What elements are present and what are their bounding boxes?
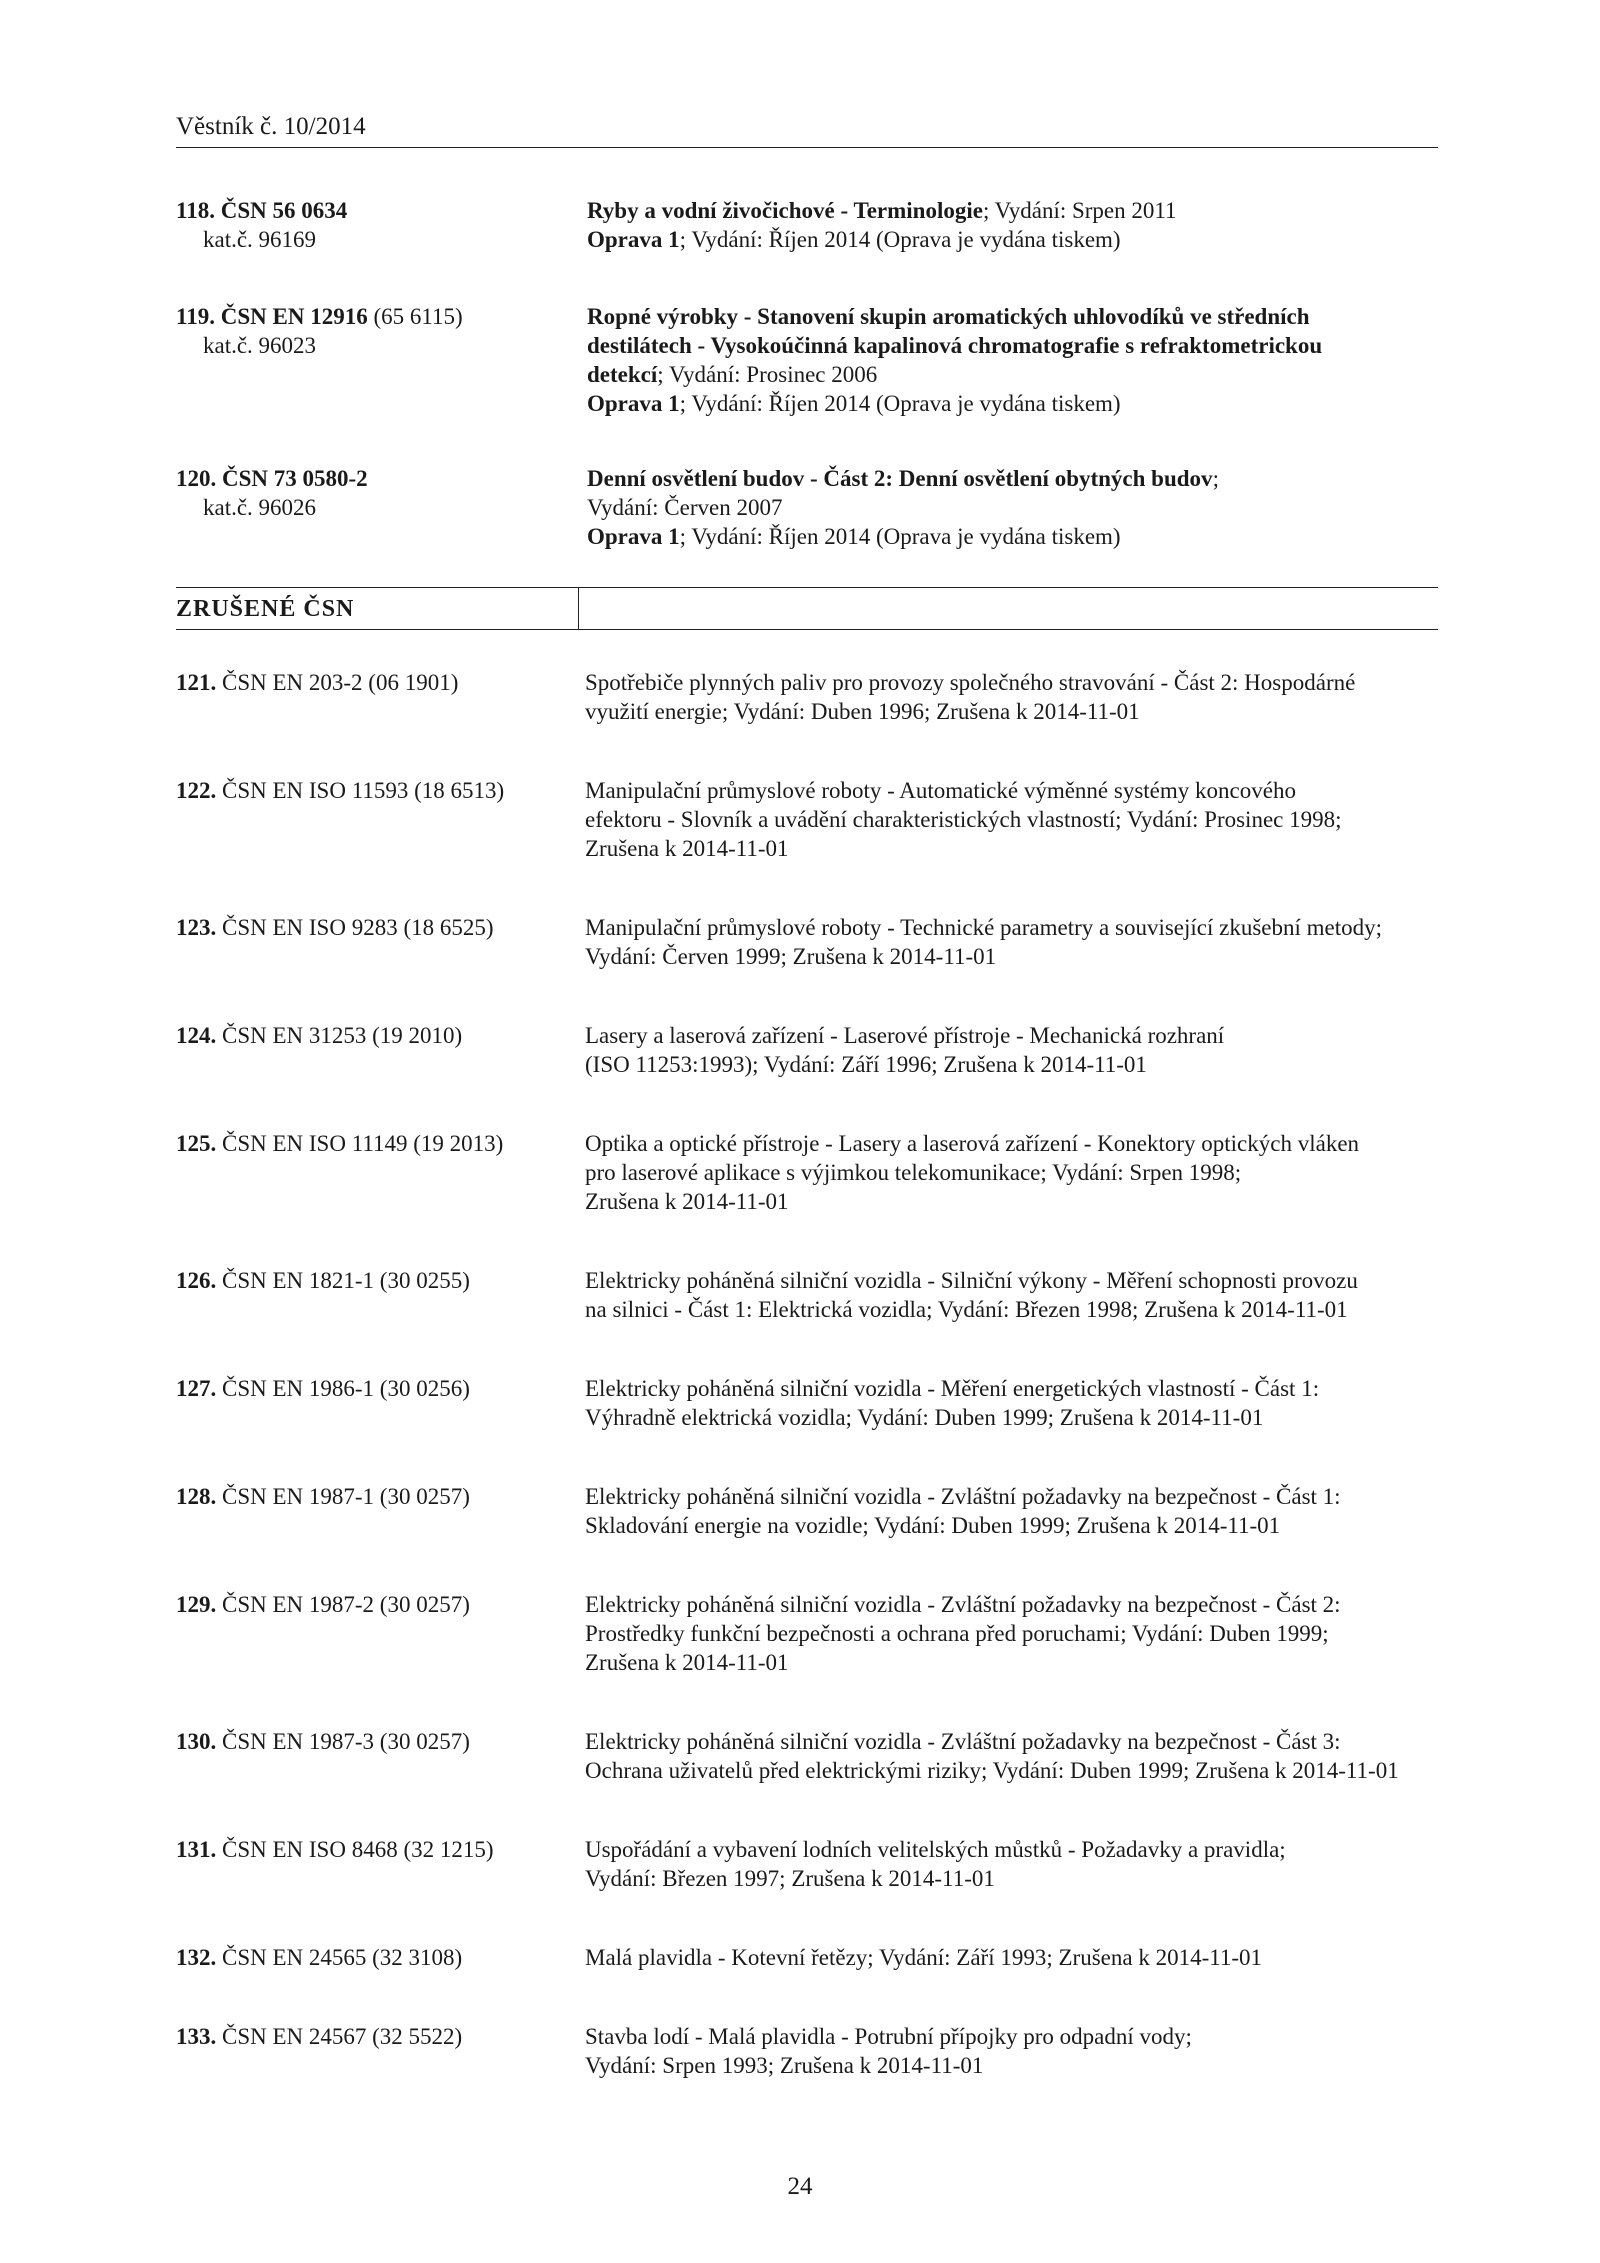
entry-number: 121. <box>176 670 217 695</box>
standard-code: ČSN 56 0634 <box>220 198 348 223</box>
description-line: Denní osvětlení budov - Část 2: Denní osvětlení obytných budov; <box>587 466 1219 491</box>
entry-number: 131. <box>176 1837 217 1862</box>
entry-description <box>585 1374 1445 1432</box>
description-line: Oprava 1; Vydání: Říjen 2014 (Oprava je vydána tiskem) <box>587 524 1121 549</box>
entry-number: 124. <box>176 1023 217 1048</box>
entry-number: 119. <box>176 304 215 329</box>
description-line: Elektricky poháněná silniční vozidla - Zvláštní požadavky na bezpečnost - Část 1: <box>585 1484 1341 1509</box>
entry-designation <box>176 1266 576 1295</box>
entry-description <box>585 776 1445 863</box>
standard-code: ČSN 73 0580-2 <box>222 466 368 491</box>
entry-designation <box>176 1943 576 1972</box>
entry-designation <box>176 1374 576 1403</box>
description-line: Ryby a vodní živočichové - Terminologie; Vydání: Srpen 2011 <box>587 198 1177 223</box>
section-title: ZRUŠENÉ ČSN <box>176 596 355 622</box>
description-line: Vydání: Červen 2007 <box>587 495 783 520</box>
standard-code: ČSN EN 1987-3 (30 0257) <box>216 1729 470 1754</box>
section-divider-bottom <box>176 629 1438 630</box>
entry-designation <box>176 196 576 254</box>
description-line: Výhradně elektrická vozidla; Vydání: Duben 1999; Zrušena k 2014-11-01 <box>585 1405 1264 1430</box>
page-number: 24 <box>787 2173 813 2200</box>
description-line: Zrušena k 2014-11-01 <box>585 836 789 861</box>
entry-designation <box>176 2022 576 2051</box>
description-line: Stavba lodí - Malá plavidla - Potrubní přípojky pro odpadní vody; <box>585 2024 1192 2049</box>
entry-description <box>585 668 1445 726</box>
entry-designation <box>176 776 576 805</box>
description-line: Prostředky funkční bezpečnosti a ochrana před poruchami; Vydání: Duben 1999; <box>585 1621 1329 1646</box>
description-line: Elektricky poháněná silniční vozidla - Zvláštní požadavky na bezpečnost - Část 2: <box>585 1592 1341 1617</box>
entry-designation <box>176 1129 576 1158</box>
entry-description <box>585 1266 1445 1324</box>
entry-description <box>585 1943 1445 1972</box>
entry-number: 127. <box>176 1376 217 1401</box>
entry-number: 123. <box>176 915 217 940</box>
standard-code: ČSN EN ISO 11593 (18 6513) <box>216 778 505 803</box>
entry-number: 133. <box>176 2024 217 2049</box>
description-line: Vydání: Srpen 1993; Zrušena k 2014-11-01 <box>585 2053 984 2078</box>
entry-description <box>585 1590 1445 1677</box>
entry-number: 120. <box>176 466 217 491</box>
standard-code: ČSN EN 31253 (19 2010) <box>216 1023 463 1048</box>
entry-description <box>585 1129 1445 1216</box>
standard-code: ČSN EN ISO 9283 (18 6525) <box>216 915 494 940</box>
description-line: Elektricky poháněná silniční vozidla - Měření energetických vlastností - Část 1: <box>585 1376 1320 1401</box>
entry-designation <box>176 1021 576 1050</box>
header-divider <box>176 147 1438 148</box>
entry-number: 129. <box>176 1592 217 1617</box>
entry-description <box>585 913 1445 971</box>
entry-description <box>585 1482 1445 1540</box>
entry-number: 122. <box>176 778 217 803</box>
standard-code: ČSN EN 24567 (32 5522) <box>216 2024 463 2049</box>
description-line: Oprava 1; Vydání: Říjen 2014 (Oprava je vydána tiskem) <box>587 391 1121 416</box>
description-line: Manipulační průmyslové roboty - Automatické výměnné systémy koncového <box>585 778 1296 803</box>
description-line: Malá plavidla - Kotevní řetězy; Vydání: Září 1993; Zrušena k 2014-11-01 <box>585 1945 1263 1970</box>
entry-designation <box>176 913 576 942</box>
entry-number: 118. <box>176 198 215 223</box>
description-line: Optika a optické přístroje - Lasery a laserová zařízení - Konektory optických vláken <box>585 1131 1360 1156</box>
entry-designation <box>176 668 576 697</box>
description-line: destilátech - Vysokoúčinná kapalinová chromatografie s refraktometrickou <box>587 333 1323 358</box>
entry-description <box>587 464 1447 551</box>
catalog-number: kat.č. 96169 <box>203 227 317 252</box>
entry-number: 130. <box>176 1729 217 1754</box>
entry-number: 128. <box>176 1484 217 1509</box>
description-line: (ISO 11253:1993); Vydání: Září 1996; Zrušena k 2014-11-01 <box>585 1052 1147 1077</box>
description-line: Ropné výrobky - Stanovení skupin aromatických uhlovodíků ve středních <box>587 304 1310 329</box>
description-line: Uspořádání a vybavení lodních velitelských můstků - Požadavky a pravidla; <box>585 1837 1286 1862</box>
entry-designation <box>176 1482 576 1511</box>
description-line: Zrušena k 2014-11-01 <box>585 1650 789 1675</box>
entry-description <box>585 1727 1445 1785</box>
standard-code: ČSN EN 203-2 (06 1901) <box>216 670 459 695</box>
standard-code: ČSN EN 1986-1 (30 0256) <box>216 1376 470 1401</box>
description-line: Vydání: Březen 1997; Zrušena k 2014-11-01 <box>585 1866 995 1891</box>
description-line: Elektricky poháněná silniční vozidla - Silniční výkony - Měření schopnosti provozu <box>585 1268 1358 1293</box>
entry-number: 126. <box>176 1268 217 1293</box>
description-line: pro laserové aplikace s výjimkou telekomunikace; Vydání: Srpen 1998; <box>585 1160 1242 1185</box>
entry-description <box>587 196 1447 254</box>
standard-code: ČSN EN 12916 <box>220 304 368 329</box>
description-line: Zrušena k 2014-11-01 <box>585 1189 789 1214</box>
description-line: Vydání: Červen 1999; Zrušena k 2014-11-01 <box>585 944 997 969</box>
entry-number: 125. <box>176 1131 217 1156</box>
standard-code: ČSN EN ISO 8468 (32 1215) <box>216 1837 494 1862</box>
description-line: detekcí; Vydání: Prosinec 2006 <box>587 362 878 387</box>
section-divider-vertical <box>578 587 579 629</box>
standard-code: ČSN EN 24565 (32 3108) <box>216 1945 463 1970</box>
description-line: na silnici - Část 1: Elektrická vozidla; Vydání: Březen 1998; Zrušena k 2014-11-01 <box>585 1297 1348 1322</box>
description-line: Elektricky poháněná silniční vozidla - Zvláštní požadavky na bezpečnost - Část 3: <box>585 1729 1341 1754</box>
entry-description <box>585 1835 1445 1893</box>
description-line: Skladování energie na vozidle; Vydání: Duben 1999; Zrušena k 2014-11-01 <box>585 1513 1281 1538</box>
page-header-title: Věstník č. 10/2014 <box>176 113 366 140</box>
description-line: Lasery a laserová zařízení - Laserové přístroje - Mechanická rozhraní <box>585 1023 1225 1048</box>
description-line: Spotřebiče plynných paliv pro provozy společného stravování - Část 2: Hospodárné <box>585 670 1356 695</box>
entry-designation <box>176 302 576 360</box>
entry-designation <box>176 464 576 522</box>
catalog-number: kat.č. 96023 <box>203 333 317 358</box>
standard-code: ČSN EN 1987-1 (30 0257) <box>216 1484 470 1509</box>
entry-number: 132. <box>176 1945 217 1970</box>
standard-code: ČSN EN 1987-2 (30 0257) <box>216 1592 470 1617</box>
description-line: Oprava 1; Vydání: Říjen 2014 (Oprava je vydána tiskem) <box>587 227 1121 252</box>
entry-designation <box>176 1835 576 1864</box>
standard-code: ČSN EN ISO 11149 (19 2013) <box>216 1131 504 1156</box>
entry-description <box>585 1021 1445 1079</box>
standard-code: ČSN EN 1821-1 (30 0255) <box>216 1268 470 1293</box>
entry-designation <box>176 1590 576 1619</box>
description-line: Ochrana uživatelů před elektrickými riziky; Vydání: Duben 1999; Zrušena k 2014-11-01 <box>585 1758 1399 1783</box>
catalog-number: kat.č. 96026 <box>203 495 317 520</box>
description-line: využití energie; Vydání: Duben 1996; Zrušena k 2014-11-01 <box>585 699 1140 724</box>
section-divider-top <box>176 587 1438 588</box>
entry-description <box>587 302 1447 418</box>
entry-designation <box>176 1727 576 1756</box>
description-line: Manipulační průmyslové roboty - Technické parametry a související zkušební metody; <box>585 915 1383 940</box>
standard-class: (65 6115) <box>367 304 463 329</box>
entry-description <box>585 2022 1445 2080</box>
description-line: efektoru - Slovník a uvádění charakteristických vlastností; Vydání: Prosinec 1998; <box>585 807 1342 832</box>
